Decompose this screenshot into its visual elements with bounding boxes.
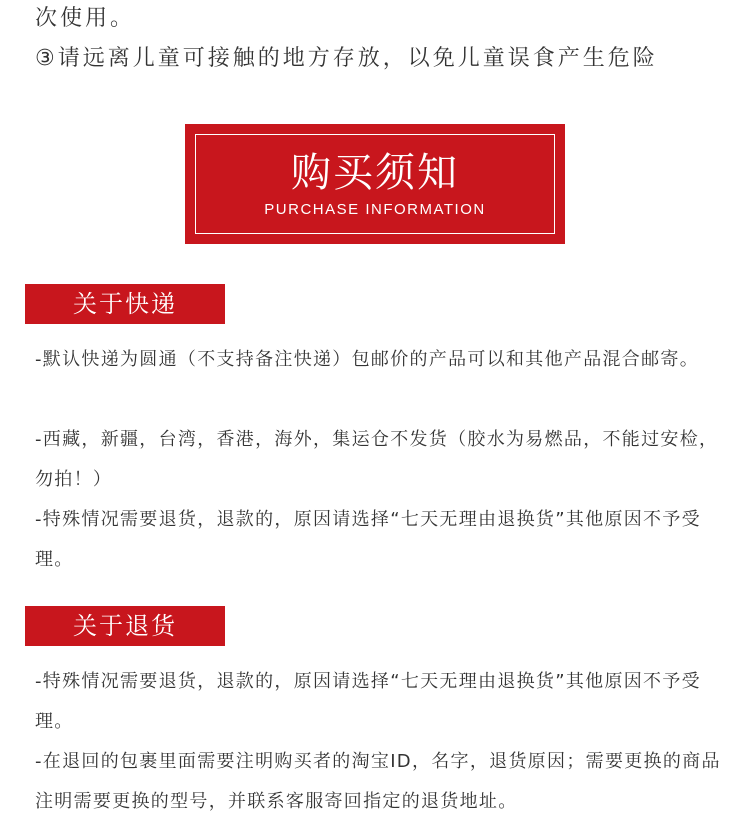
shipping-item-2: -西藏，新疆，台湾，香港，海外，集运仓不发货（胶水为易燃品，不能过安检，勿拍！） xyxy=(35,429,719,490)
banner-title: 购买须知 xyxy=(291,150,459,196)
returns-item-2: -在退回的包裹里面需要注明购买者的淘宝ID，名字，退货原因；需要更换的商品注明需要更换的型号，并联系客服寄回指定的退货地址。 xyxy=(35,751,721,812)
purchase-info-banner xyxy=(185,124,565,244)
banner-subtitle: PURCHASE INFORMATION xyxy=(264,201,486,218)
shipping-heading: 关于快递 xyxy=(25,284,225,324)
intro-line-2: ③请远离儿童可接触的地方存放，以免儿童误食产生危险 xyxy=(35,46,658,71)
returns-item-1: -特殊情况需要退货，退款的，原因请选择“七天无理由退换货”其他原因不予受理。 xyxy=(35,671,701,732)
banner-frame xyxy=(195,134,555,234)
shipping-item-1: -默认快递为圆通（不支持备注快递）包邮价的产品可以和其他产品混合邮寄。 xyxy=(35,349,699,370)
shipping-item-3: -特殊情况需要退货，退款的，原因请选择“七天无理由退换货”其他原因不予受理。 xyxy=(35,509,701,570)
returns-heading: 关于退货 xyxy=(25,606,225,646)
intro-line-1: 次使用。 xyxy=(35,6,136,31)
